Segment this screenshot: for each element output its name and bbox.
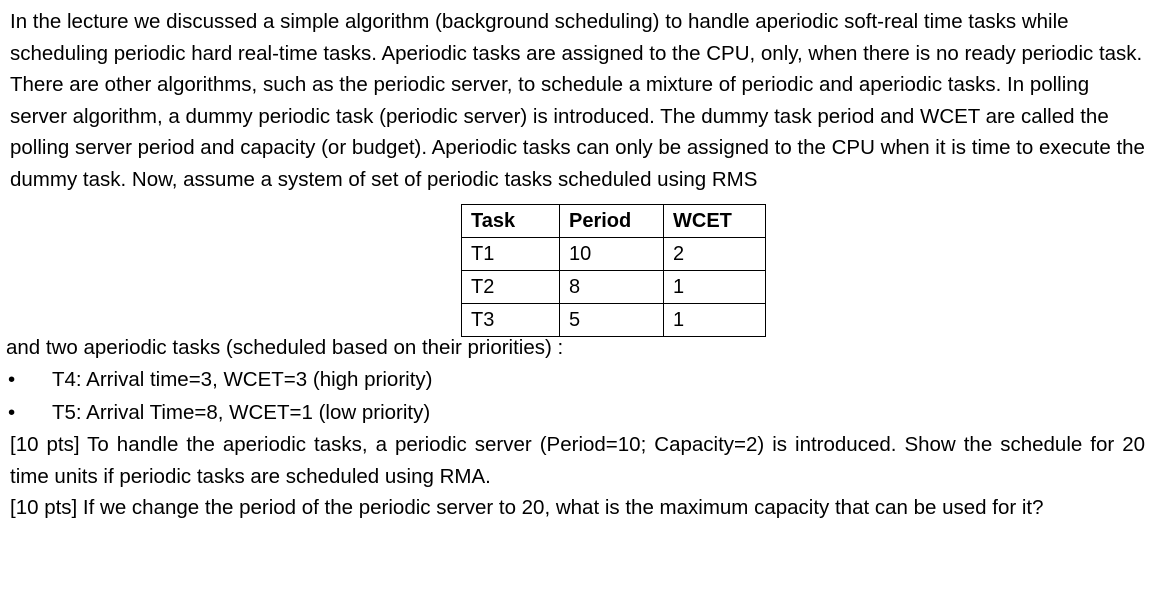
header-period: Period xyxy=(560,204,664,237)
list-item xyxy=(10,363,1145,396)
table-row xyxy=(462,270,766,303)
cell-wcet: 2 xyxy=(664,237,766,270)
table-header-row xyxy=(462,204,766,237)
cell-period: 8 xyxy=(560,270,664,303)
cell-task: T3 xyxy=(462,303,560,336)
header-wcet: WCET xyxy=(664,204,766,237)
cell-task: T2 xyxy=(462,270,560,303)
cell-period: 5 xyxy=(560,303,664,336)
aperiodic-task-text: T4: Arrival time=3, WCET=3 (high priority) xyxy=(52,368,433,392)
list-item xyxy=(10,396,1145,429)
aperiodic-task-list xyxy=(10,363,1145,429)
cell-wcet: 1 xyxy=(664,303,766,336)
intro-paragraph: In the lecture we discussed a simple algorithm (background scheduling) to handle aperiodic soft-real time tasks while scheduling periodic hard real-time tasks. Aperiodic tasks are assigned to the CPU, only, when there is no ready periodic task. There are other algorithms, such as the periodic server, to schedule a mixture of periodic and aperiodic tasks. In polling server algorithm, a dummy periodic task (periodic server) is introduced. The dummy task period and WCET are called the polling server period and capacity (or budget). Aperiodic tasks can only be assigned to the CPU when it is time to execute the dummy task. Now, assume a system of set of periodic tasks scheduled using RMS xyxy=(10,10,1145,191)
table-row xyxy=(462,237,766,270)
aperiodic-task-text: T5: Arrival Time=8, WCET=1 (low priority) xyxy=(52,401,431,425)
table-row xyxy=(462,303,766,336)
document-body xyxy=(6,6,1145,524)
question-2: [10 pts] If we change the period of the periodic server to 20, what is the maximum capacity that can be used for it? xyxy=(10,496,1044,520)
task-table-container xyxy=(10,196,1145,332)
task-table xyxy=(461,204,766,337)
header-task: Task xyxy=(462,204,560,237)
question-1: [10 pts] To handle the aperiodic tasks, a periodic server (Period=10; Capacity=2) is introduced. Show the schedule for 20 time units if periodic tasks are scheduled using RMA. xyxy=(10,433,1145,488)
aperiodic-intro: and two aperiodic tasks (scheduled based on their priorities) : xyxy=(6,335,564,359)
bullet-icon: • xyxy=(8,368,16,392)
cell-task: T1 xyxy=(462,237,560,270)
bullet-icon: • xyxy=(8,401,16,425)
cell-wcet: 1 xyxy=(664,270,766,303)
cell-period: 10 xyxy=(560,237,664,270)
